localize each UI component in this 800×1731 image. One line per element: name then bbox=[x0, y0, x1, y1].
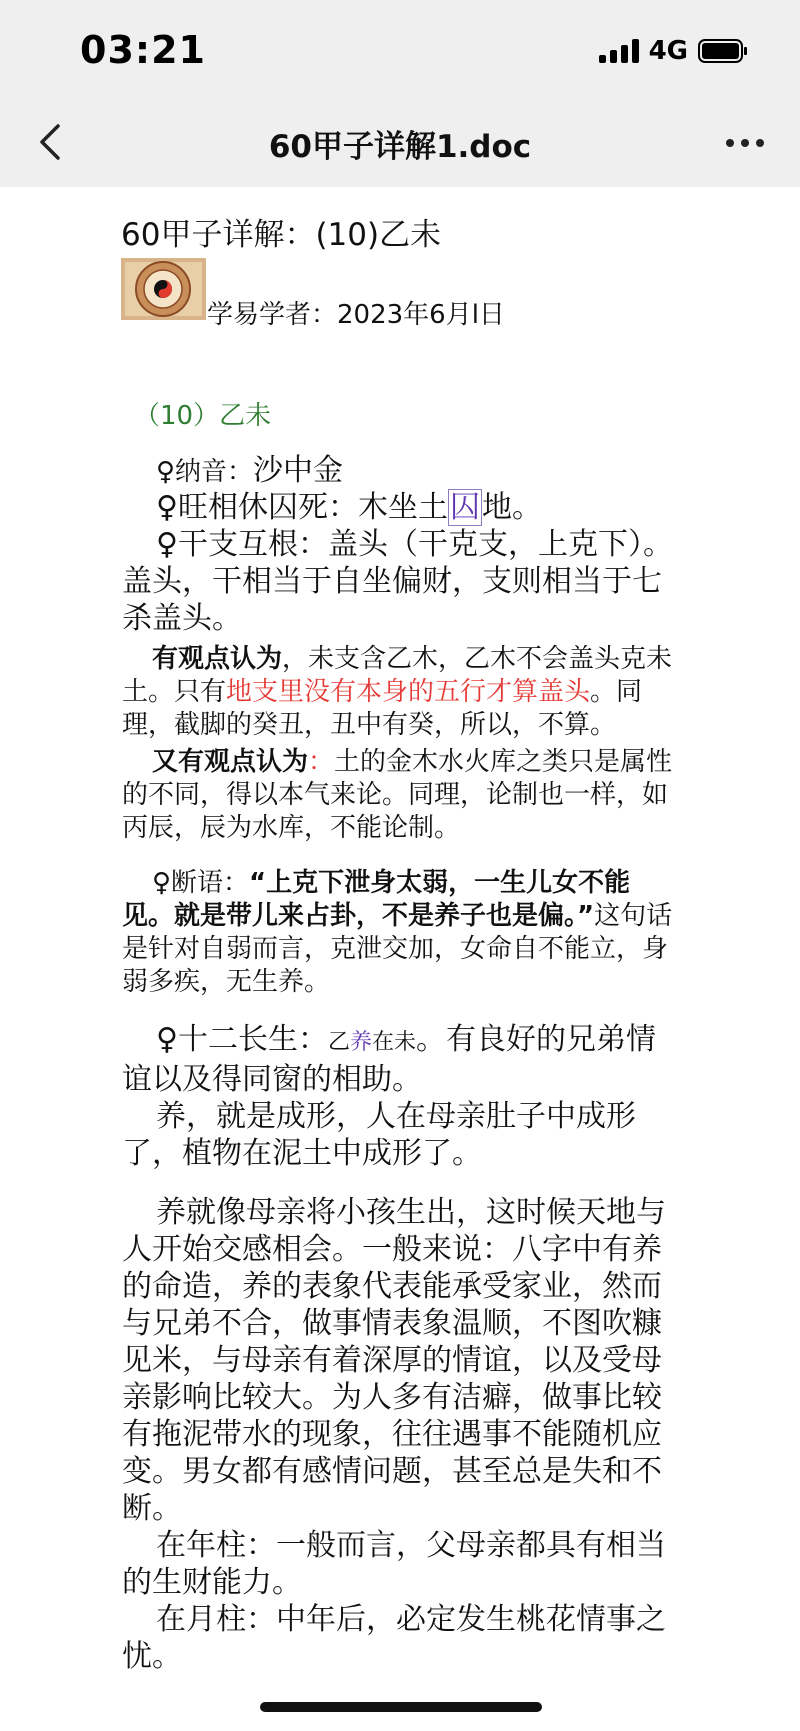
battery-icon bbox=[698, 39, 748, 63]
nav-bar bbox=[0, 95, 800, 187]
changsheng-paragraph: ♀十二长生：乙养在未。有良好的兄弟情谊以及得同窗的相助。 bbox=[122, 1022, 657, 1097]
ganzhi-paragraph: ♀干支互根：盖头（干克支，上克下）。盖头，干相当于自坐偏财，支则相当于七杀盖头。 bbox=[122, 527, 673, 636]
opinion-paragraph-1: 有观点认为，未支含乙木，乙木不会盖头克未土。只有地支里没有本身的五行才算盖头。同理，截脚的癸丑，丑中有癸，所以，不算。 bbox=[122, 644, 673, 740]
network-label: 4G bbox=[648, 36, 688, 66]
yang-paragraph: 养，就是成形，人在母亲肚子中成形了，植物在泥土中成形了。 bbox=[122, 1099, 636, 1171]
nianzhu-paragraph: 在年柱：一般而言，父母亲都具有相当的生财能力。 bbox=[122, 1528, 666, 1600]
doc-heading: 60甲子详解：(10)乙未 bbox=[121, 217, 442, 253]
section-heading: （10）乙未 bbox=[134, 401, 272, 431]
yuezhu-paragraph: 在月柱：中年后，必定发生桃花情事之忧。 bbox=[122, 1602, 666, 1674]
nayin-line: ♀纳音：沙中金 bbox=[156, 453, 344, 488]
more-button[interactable] bbox=[720, 125, 770, 161]
author-line: 学易学者：2023年6月l日 bbox=[207, 300, 505, 330]
document-title: 60甲子详解1.doc bbox=[268, 129, 532, 165]
document-body bbox=[122, 452, 682, 1675]
duanyu-paragraph: ♀断语：“上克下泄身太弱，一生儿女不能见。就是带儿来占卦，不是养子也是偏。”这句话是针对自弱而言，克泄交加，女命自不能立，身弱多疾，无生养。 bbox=[122, 868, 673, 997]
wangxiang-line: ♀旺相休囚死：木坐土囚地。 bbox=[156, 490, 542, 525]
status-time: 03:21 bbox=[80, 28, 206, 72]
yang-detail-paragraph: 养就像母亲将小孩生出，这时候天地与人开始交感相会。一般来说：八字中有养的命造，养的表象代表能承受家业，然而与兄弟不合，做事情表象温顺，不图吹糠见米，与母亲有着深厚的情谊，以及受母亲影响比较大。为人多有洁癖，做事比较有拖泥带水的现象，往往遇事不能随机应变。男女都有感情问题，甚至总是失和不断。 bbox=[122, 1195, 666, 1526]
opinion-paragraph-2: 又有观点认为：土的金木水火库之类只是属性的不同，得以本气来论。同理，论制也一样，如丙辰，辰为水库，不能论制。 bbox=[122, 747, 673, 843]
status-bar bbox=[0, 0, 800, 95]
home-indicator[interactable] bbox=[260, 1702, 542, 1712]
document-content[interactable] bbox=[0, 187, 800, 1731]
status-indicators bbox=[599, 36, 748, 66]
more-dots-icon bbox=[725, 138, 765, 148]
signal-icon bbox=[599, 39, 639, 63]
bagua-logo-icon bbox=[121, 258, 206, 320]
